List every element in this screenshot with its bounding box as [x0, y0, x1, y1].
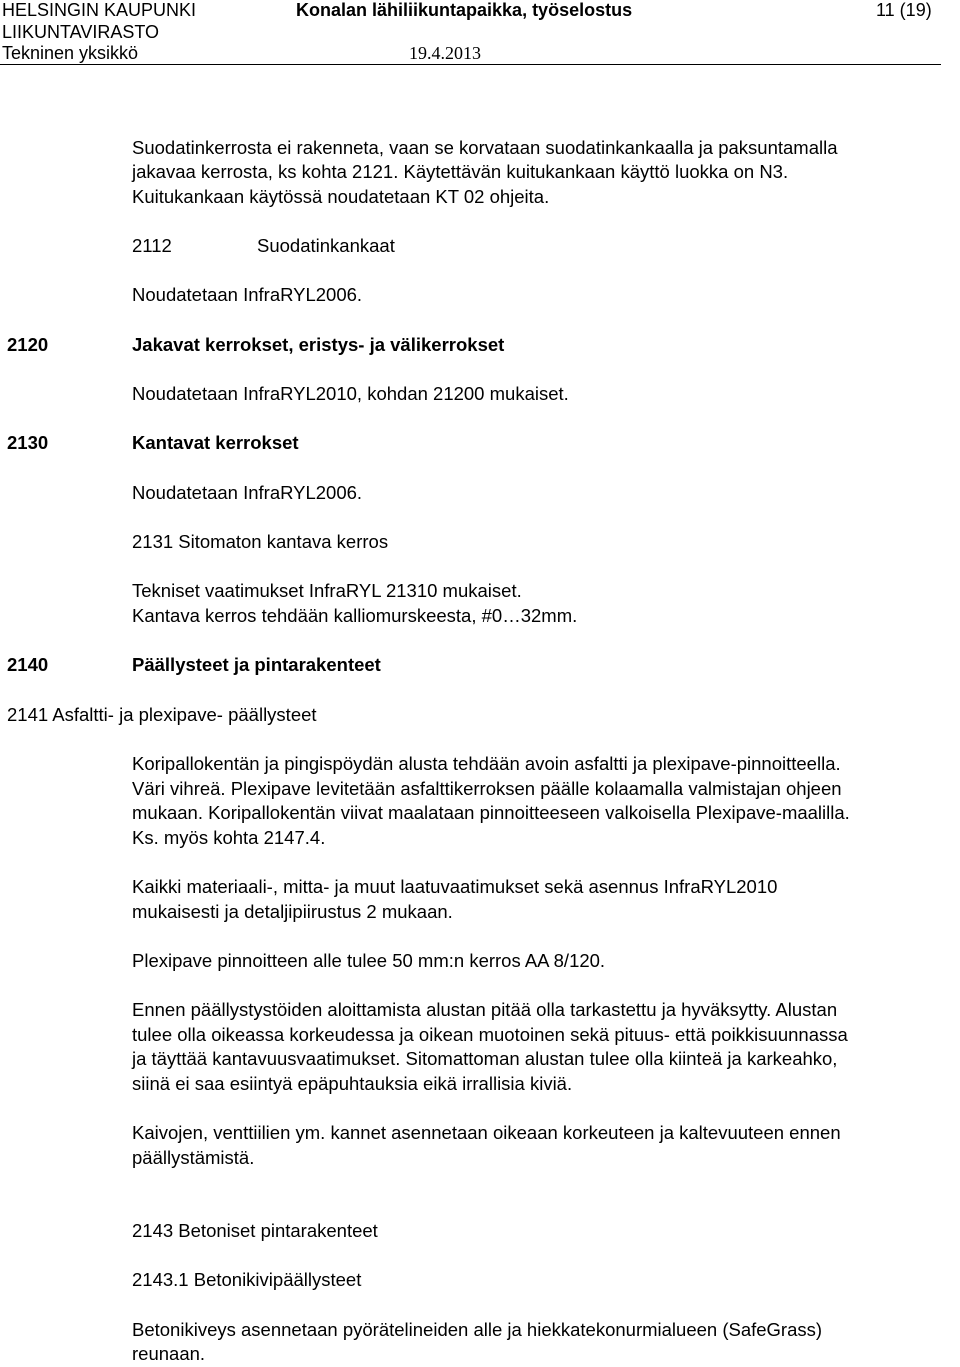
department-name: LIIKUNTAVIRASTO: [2, 22, 160, 42]
paragraph-line: Betonikiveys asennetaan pyörätelineiden alle ja hiekkatekonurmialueen (SafeGrass): [132, 1319, 823, 1340]
unit-name: Tekninen yksikkö: [2, 43, 139, 63]
section-2112-title: Suodatinkankaat: [257, 235, 395, 256]
organization-name: HELSINGIN KAUPUNKI: [2, 0, 197, 20]
section-2143-title: 2143 Betoniset pintarakenteet: [132, 1220, 378, 1241]
section-2120-number: 2120: [7, 334, 49, 355]
section-2140-title: Päällysteet ja pintarakenteet: [132, 654, 381, 675]
paragraph-line: Kaikki materiaali-, mitta- ja muut laatuvaatimukset sekä asennus InfraRYL2010: [132, 876, 778, 897]
paragraph-line: Väri vihreä. Plexipave levitetään asfalttikerroksen päälle kolaamalla valmistajan ohjeen: [132, 778, 842, 799]
paragraph-line: siinä ei saa esiintyä epäpuhtauksia eikä irrallisia kiviä.: [132, 1073, 573, 1094]
paragraph-line: reunaan.: [132, 1343, 206, 1364]
section-2130-number: 2130: [7, 432, 49, 453]
page-number: 11 (19): [876, 0, 932, 20]
section-2112-number: 2112: [132, 235, 172, 256]
paragraph-line: Suodatinkerrosta ei rakenneta, vaan se korvataan suodatinkankaalla ja paksuntamalla: [132, 137, 838, 158]
paragraph-line: tulee olla oikeassa korkeudessa ja oikean muotoinen sekä pituus- että poikkisuunnassa: [132, 1024, 848, 1045]
section-2141-title: 2141 Asfaltti- ja plexipave- päällysteet: [7, 704, 317, 725]
paragraph-line: jakavaa kerrosta, ks kohta 2121. Käytettävän kuitukankaan käyttö luokka on N3.: [132, 161, 789, 182]
paragraph-line: mukaan. Koripallokentän viivat maalataan pinnoitteeseen valkoisella Plexipave-maalilla.: [132, 802, 850, 823]
section-2131-title: 2131 Sitomaton kantava kerros: [132, 531, 389, 552]
paragraph-line: Noudatetaan InfraRYL2006.: [132, 284, 363, 305]
section-2120-title: Jakavat kerrokset, eristys- ja välikerrokset: [132, 334, 505, 355]
paragraph-line: Ks. myös kohta 2147.4.: [132, 827, 326, 848]
paragraph-line: Ennen päällystystöiden aloittamista alustan pitää olla tarkastettu ja hyväksytty. Alustan: [132, 999, 838, 1020]
section-2140-number: 2140: [7, 654, 49, 675]
paragraph-line: Noudatetaan InfraRYL2010, kohdan 21200 mukaiset.: [132, 383, 569, 404]
paragraph-line: Kaivojen, venttiilien ym. kannet asennetaan oikeaan korkeuteen ja kaltevuuteen ennen: [132, 1122, 841, 1143]
section-2143-1-title: 2143.1 Betonikivipäällysteet: [132, 1269, 362, 1290]
paragraph-line: Kantava kerros tehdään kalliomurskeesta, #0…32mm.: [132, 605, 578, 626]
section-2130-title: Kantavat kerrokset: [132, 432, 299, 453]
paragraph-line: Kuitukankaan käytössä noudatetaan KT 02 ohjeita.: [132, 186, 550, 207]
paragraph-line: ja täyttää kantavuusvaatimukset. Sitomattoman alustan tulee olla kiinteä ja karkeahko,: [132, 1048, 838, 1069]
paragraph-line: päällystämistä.: [132, 1147, 255, 1168]
paragraph-line: Koripallokentän ja pingispöydän alusta tehdään avoin asfaltti ja plexipave-pinnoitteella.: [132, 753, 841, 774]
page-header: [0, 0, 941, 65]
paragraph-line: mukaisesti ja detaljipiirustus 2 mukaan.: [132, 901, 453, 922]
document-title: Konalan lähiliikuntapaikka, työselostus: [296, 0, 633, 20]
document-date: 19.4.2013: [409, 43, 481, 63]
paragraph-line: Tekniset vaatimukset InfraRYL 21310 mukaiset.: [132, 580, 522, 601]
paragraph-line: Noudatetaan InfraRYL2006.: [132, 482, 363, 503]
paragraph-line: Plexipave pinnoitteen alle tulee 50 mm:n kerros AA 8/120.: [132, 950, 606, 971]
